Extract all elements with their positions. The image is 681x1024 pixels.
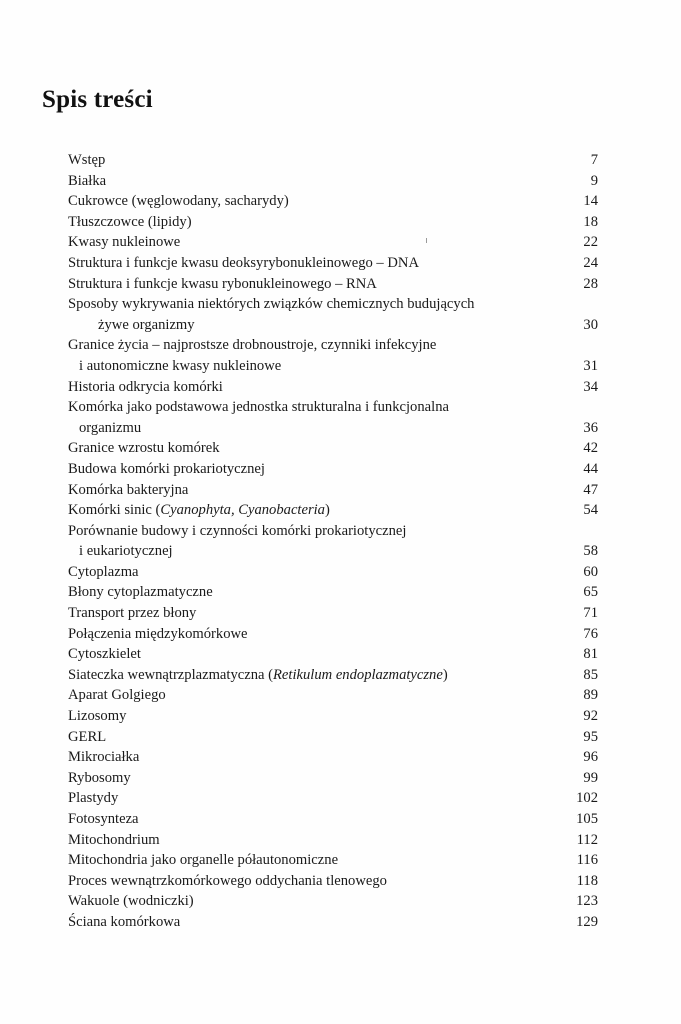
toc-page-number: 44 [583,460,598,477]
toc-entry-sposoby-wykrywania [68,294,598,335]
toc-entry-title: GERL [68,728,107,745]
toc-entry-historia [68,377,598,398]
toc-entry-title: Mikrociałka [68,749,140,766]
toc-entry-kwasy-nukleinowe [68,232,598,253]
toc-entry-title-line2: żywe organizmy [98,316,195,333]
toc-entry-title: Wakuole (wodniczki) [68,893,194,910]
toc-entry-granice-zycia [68,335,598,376]
toc-page-number: 65 [583,584,598,601]
toc-entry-rna [68,274,598,295]
toc-entry-title-italic: Cyanophyta, Cyanobacteria [160,502,325,519]
toc-entry-mikrocialka [68,747,598,768]
toc-page-number: 89 [583,687,598,704]
toc-entry-dna [68,253,598,274]
toc-entry-rybosomy [68,768,598,789]
toc-entry-title: Tłuszczowce (lipidy) [68,213,192,230]
toc-page-number: 60 [583,563,598,580]
toc-entry-plastydy [68,788,598,809]
toc-page-number: 76 [583,625,598,642]
toc-entry-title-prefix: Siateczka wewnątrzplazmatyczna ( [68,666,274,683]
toc-entry-title-line1: Komórka jako podstawowa jednostka strukturalna i funkcjonalna [68,399,449,416]
toc-entry-wakuole [68,891,598,912]
toc-entry-title: Cytoplazma [68,563,139,580]
toc-page-number: 92 [583,708,598,725]
toc-entry-title: Połączenia międzykomórkowe [68,625,248,642]
toc-entry-title: Lizosomy [68,708,127,725]
toc-entry-title: Rybosomy [68,769,131,786]
toc-entry-title-line2: organizmu [79,419,142,436]
toc-page-number: 47 [583,481,598,498]
toc-entry-cukrowce [68,191,598,212]
toc-entry-komorka-bakteryjna [68,480,598,501]
toc-entry-title: Proces wewnątrzkomórkowego oddychania tlenowego [68,872,387,889]
toc-entry-title: Błony cytoplazmatyczne [68,584,213,601]
toc-entry-title: Fotosynteza [68,811,139,827]
toc-page-number: 24 [583,254,598,271]
toc-page-number: 99 [583,769,598,786]
toc-entry-lizosomy [68,706,598,727]
toc-entry-title: Wstęp [68,152,106,168]
toc-page-number: 81 [583,646,598,663]
toc-page-number: 116 [576,852,598,869]
toc-page-number: 30 [583,316,598,333]
toc-entry-sciana [68,912,598,933]
toc-entry-title: Granice wzrostu komórek [68,440,220,457]
toc-entry-title: Cukrowce (węglowodany, sacharydy) [68,193,289,210]
toc-entry-title: Historia odkrycia komórki [68,378,223,395]
toc-page-number: 34 [583,378,598,395]
toc-entry-title: Struktura i funkcje kwasu deoksyrybonukleinowego – DNA [68,254,419,271]
toc-entry-aparat-golgiego [68,685,598,706]
toc-entry-gerl [68,727,598,748]
toc-entry-title-suffix: ) [324,502,330,519]
toc-entry-blony [68,582,598,603]
toc-entry-title-line2: i eukariotycznej [79,543,173,560]
toc-entry-title: Komórka bakteryjna [68,481,189,498]
toc-page-number: 54 [583,502,598,519]
toc-page-number: 18 [583,213,598,230]
toc-page-number: 31 [583,357,598,374]
toc-entry-title: Aparat Golgiego [68,687,166,704]
page-title: Spis treści [42,86,153,113]
toc-entry-title: Struktura i funkcje kwasu rybonukleinowego – RNA [68,275,377,292]
toc-page-number: 14 [583,193,598,210]
toc-page-number: 105 [576,811,598,827]
toc-entry-tluszczowce [68,212,598,233]
toc-entry-title: Kwasy nukleinowe [68,234,181,251]
toc-page-number: 118 [576,872,598,889]
toc-entry-title: Białka [68,172,107,189]
toc-page-number: 129 [576,913,598,930]
toc-entry-bialka [68,171,598,192]
toc-entry-title-line2: i autonomiczne kwasy nukleinowe [79,357,282,374]
toc-entry-title: Plastydy [68,790,119,807]
toc-entry-komorki-sinic [68,500,598,521]
toc-page-number: 42 [583,440,598,457]
toc-entry-title-line1: Porównanie budowy i czynności komórki prokariotycznej [68,522,407,539]
table-of-contents [68,150,598,933]
toc-page-number: 112 [576,831,598,848]
toc-page-number: 85 [583,666,598,683]
toc-entry-title-italic: Retikulum endoplazmatyczne [273,666,443,683]
toc-page-number: 71 [583,605,598,622]
toc-entry-fotosynteza [68,809,598,830]
toc-page-number: 22 [583,234,598,251]
toc-entry-title-prefix: Komórki sinic ( [68,502,161,519]
toc-entry-cytoplazma [68,562,598,583]
toc-entry-title-line1: Sposoby wykrywania niektórych związków chemicznych budujących [68,296,475,313]
toc-entry-budowa-prokariotycznej [68,459,598,480]
toc-entry-granice-wzrostu [68,438,598,459]
toc-page-number: 95 [583,728,598,745]
scan-speck [426,238,427,243]
toc-entry-transport [68,603,598,624]
toc-entry-komorka-jednostka [68,397,598,438]
toc-entry-title: Transport przez błony [68,605,197,622]
toc-page-number: 102 [576,790,598,807]
toc-entry-polaczenia [68,624,598,645]
toc-entry-mitochondrium [68,830,598,851]
toc-page-number: 36 [583,419,598,436]
toc-page-number: 58 [583,543,598,560]
toc-entry-title: Cytoszkielet [68,646,141,663]
toc-entry-title-suffix: ) [442,666,448,683]
toc-page-number: 9 [590,172,598,189]
toc-page-number: 123 [576,893,598,910]
toc-entry-siateczka [68,665,598,686]
toc-page-number: 96 [583,749,598,766]
toc-entry-title: Ściana komórkowa [68,913,181,930]
toc-entry-mitochondria-organelle [68,850,598,871]
toc-page-number: 28 [583,275,598,292]
toc-page-number: 7 [590,152,598,168]
toc-entry-oddychanie [68,871,598,892]
toc-entry-title: Mitochondrium [68,831,160,848]
toc-entry-porownanie [68,521,598,562]
toc-entry-title: Budowa komórki prokariotycznej [68,460,265,477]
toc-entry-title-line1: Granice życia – najprostsze drobnoustroje, czynniki infekcyjne [68,337,437,354]
toc-entry-wstep [68,150,598,171]
toc-entry-cytoszkielet [68,644,598,665]
toc-entry-title: Mitochondria jako organelle półautonomiczne [68,852,339,869]
